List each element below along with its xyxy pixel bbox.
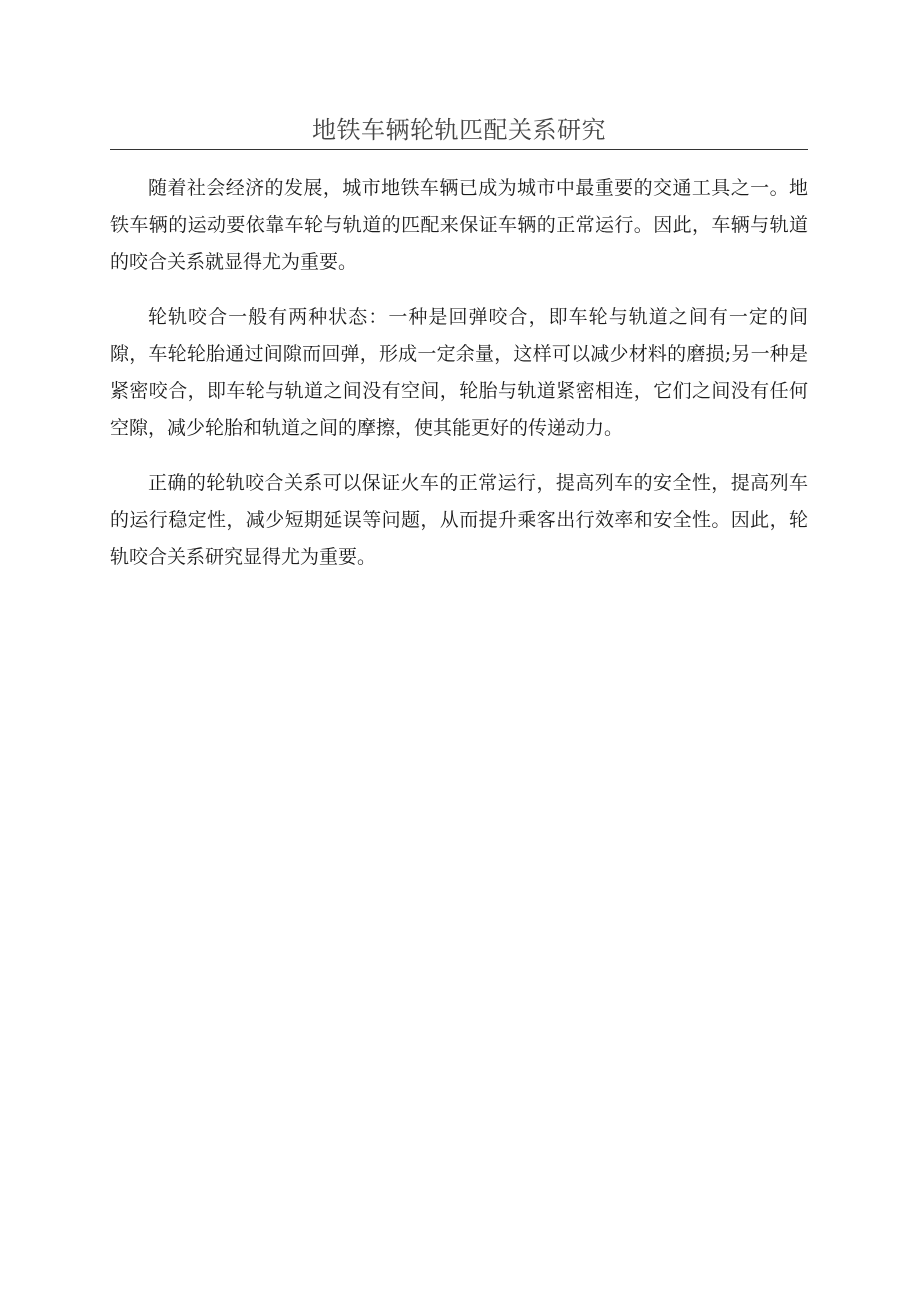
title-underline bbox=[110, 149, 808, 150]
document-title: 地铁车辆轮轨匹配关系研究 bbox=[312, 116, 606, 144]
paragraph: 轮轨咬合一般有两种状态：一种是回弹咬合，即车轮与轨道之间有一定的间隙，车轮轮胎通过间隙而回弹，形成一定余量，这样可以减少材料的磨损;另一种是紧密咬合，即车轮与轨道之间没有空间，轮胎与轨道紧密相连，它们之间没有任何空隙，减少轮胎和轨道之间的摩擦，使其能更好的传递动力。 bbox=[110, 306, 808, 439]
document-body bbox=[110, 170, 808, 594]
paragraph: 正确的轮轨咬合关系可以保证火车的正常运行，提高列车的安全性，提高列车的运行稳定性，减少短期延误等问题，从而提升乘客出行效率和安全性。因此，轮轨咬合关系研究显得尤为重要。 bbox=[110, 472, 808, 568]
paragraph: 随着社会经济的发展，城市地铁车辆已成为城市中最重要的交通工具之一。地铁车辆的运动要依靠车轮与轨道的匹配来保证车辆的正常运行。因此，车辆与轨道的咬合关系就显得尤为重要。 bbox=[110, 177, 808, 273]
